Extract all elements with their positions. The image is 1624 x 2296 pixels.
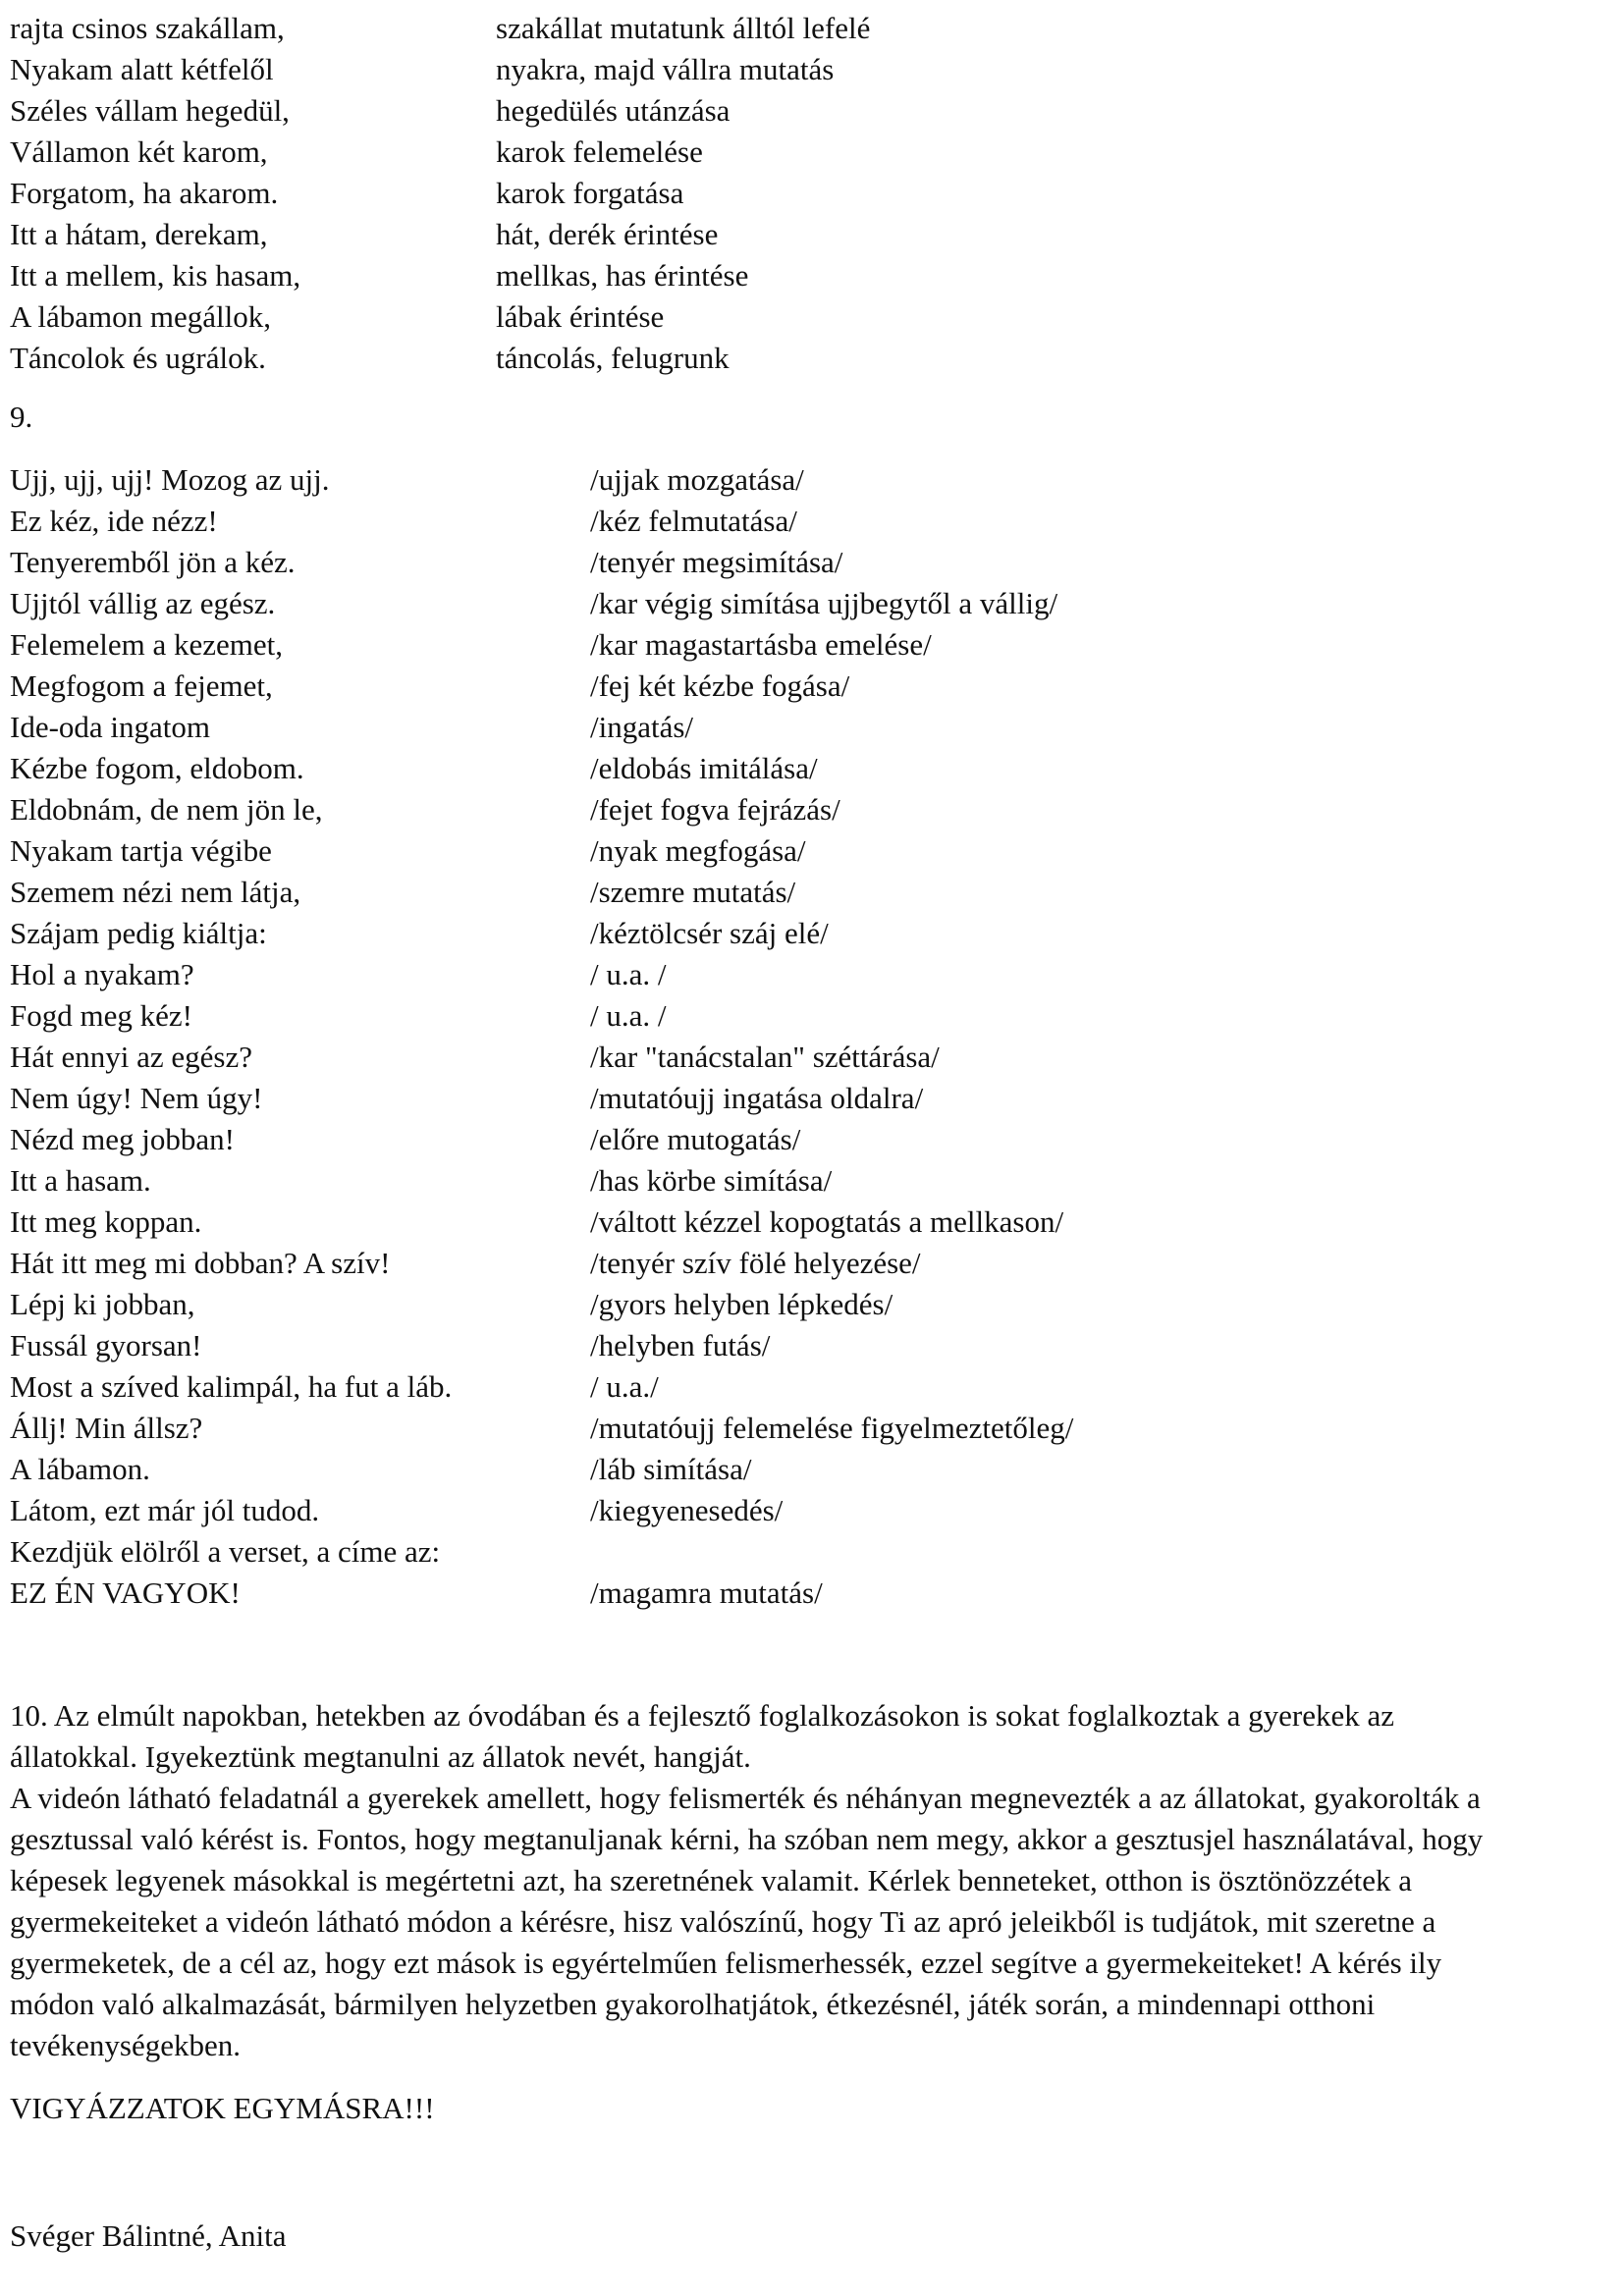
paragraph-intro: 10. Az elmúlt napokban, hetekben az óvodában és a fejlesztő foglalkozásokon is sokat foglalkoztak a gyerekek az állatokkal. Igyekeztünk megtanulni az állatok nevét, hangját. (10, 1698, 1395, 1774)
verse-text: Itt a hasam. (10, 1163, 151, 1198)
movement-instruction: /tenyér megsimítása/ (590, 545, 843, 579)
poem-line (10, 296, 870, 338)
poem-line (10, 90, 870, 132)
movement-instruction: mellkas, has érintése (496, 258, 749, 293)
movement-instruction: /kar végig simítása ujjbegytől a vállig/ (590, 586, 1058, 620)
poem-line (10, 789, 1073, 830)
verse-text: Eldobnám, de nem jön le, (10, 792, 323, 827)
verse-text: Fussál gyorsan! (10, 1328, 202, 1362)
poem-line (10, 1531, 1073, 1573)
verse-text: Itt a hátam, derekam, (10, 217, 268, 251)
verse-text: Táncolok és ugrálok. (10, 341, 266, 375)
verse-text: Nem úgy! Nem úgy! (10, 1081, 263, 1115)
verse-text: Megfogom a fejemet, (10, 668, 273, 703)
verse-text: Itt meg koppan. (10, 1204, 202, 1239)
movement-instruction: /fej két kézbe fogása/ (590, 668, 850, 703)
verse-text: EZ ÉN VAGYOK! (10, 1575, 241, 1610)
verse-text: Ujjtól vállig az egész. (10, 586, 276, 620)
verse-text: Ide-oda ingatom (10, 710, 211, 744)
movement-instruction: /fejet fogva fejrázás/ (590, 792, 840, 827)
section-number: 9. (10, 400, 33, 434)
verse-text: Vállamon két karom, (10, 134, 268, 169)
movement-instruction: nyakra, majd vállra mutatás (496, 52, 835, 86)
verse-text: Széles vállam hegedül, (10, 93, 290, 128)
poem-line (10, 1201, 1073, 1243)
poem-line (10, 707, 1073, 748)
poem-line (10, 1119, 1073, 1160)
verse-text: Tenyeremből jön a kéz. (10, 545, 296, 579)
poem-line (10, 1284, 1073, 1325)
poem-line (10, 132, 870, 173)
movement-instruction: /eldobás imitálása/ (590, 751, 818, 785)
movement-instruction: /kiegyenesedés/ (590, 1493, 784, 1527)
verse-text: Ujj, ujj, ujj! Mozog az ujj. (10, 462, 330, 497)
poem-line (10, 995, 1073, 1037)
signature: Svéger Bálintné, Anita (10, 2218, 287, 2253)
poem-line (10, 1573, 1073, 1614)
poem-line (10, 872, 1073, 913)
verse-text: Most a szíved kalimpál, ha fut a láb. (10, 1369, 453, 1404)
movement-instruction: /előre mutogatás/ (590, 1122, 801, 1156)
poem-line (10, 173, 870, 214)
poem-line (10, 748, 1073, 789)
verse-text: Felemelem a kezemet, (10, 627, 284, 662)
closing-line: VIGYÁZZATOK EGYMÁSRA!!! (10, 2091, 435, 2125)
movement-instruction: / u.a./ (590, 1369, 659, 1404)
poem-line (10, 624, 1073, 666)
poem-line (10, 8, 870, 49)
paragraph-body: A videón látható feladatnál a gyerekek amellett, hogy felismerték és néhányan megnevezték a az állatokat, gyakorolták a gesztussal való kérést is. Fontos, hogy megtanuljanak kérni, ha szóban nem megy, akkor a gesztusjel használatával, hogy képesek legyenek másokkal is megértetni azt, ha szeretnének valamit. Kérlek benneteket, otthon is ösztönözzétek a gyermekeiteket a videón látható módon a kérésre, hisz valószínű, hogy Ti az apró jeleikből is tudjátok, mit szeretne a gyermeketek, de a cél az, hogy ezt mások is egyértelműen felismerhessék, ezzel segítve a gyermekeiteket! A kérés ily módon való alkalmazását, bármilyen helyzetben gyakorolhatjátok, étkezésnél, játék során, a mindennapi otthoni tevékenységekben. (10, 1781, 1484, 2062)
movement-instruction: /ujjak mozgatása/ (590, 462, 804, 497)
verse-text: Nyakam alatt kétfelől (10, 52, 274, 86)
poem-line (10, 1408, 1073, 1449)
verse-text: Kézbe fogom, eldobom. (10, 751, 304, 785)
movement-instruction: hegedülés utánzása (496, 93, 731, 128)
poem-block-continued (10, 8, 870, 379)
poem-line (10, 338, 870, 379)
movement-instruction: karok felemelése (496, 134, 703, 169)
movement-instruction: /gyors helyben lépkedés/ (590, 1287, 893, 1321)
verse-text: A lábamon. (10, 1452, 150, 1486)
poem-line (10, 666, 1073, 707)
movement-instruction: /tenyér szív fölé helyezése/ (590, 1246, 921, 1280)
movement-instruction: szakállat mutatunk álltól lefelé (496, 11, 871, 45)
verse-text: Hát itt meg mi dobban? A szív! (10, 1246, 391, 1280)
poem-line (10, 830, 1073, 872)
movement-instruction: hát, derék érintése (496, 217, 719, 251)
movement-instruction: /kéztölcsér száj elé/ (590, 916, 829, 950)
movement-instruction: lábak érintése (496, 299, 665, 334)
poem-line (10, 542, 1073, 583)
poem-line (10, 954, 1073, 995)
section-10-text (10, 1695, 1522, 2066)
poem-line (10, 214, 870, 255)
verse-text: Szemem nézi nem látja, (10, 875, 301, 909)
poem-line (10, 913, 1073, 954)
poem-line (10, 501, 1073, 542)
verse-text: Kezdjük elölről a verset, a címe az: (10, 1534, 441, 1569)
verse-text: rajta csinos szakállam, (10, 11, 285, 45)
verse-text: Nyakam tartja végibe (10, 833, 272, 868)
movement-instruction: /has körbe simítása/ (590, 1163, 833, 1198)
poem-line (10, 1243, 1073, 1284)
movement-instruction: /ingatás/ (590, 710, 694, 744)
movement-instruction: /nyak megfogása/ (590, 833, 806, 868)
verse-text: Ez kéz, ide nézz! (10, 504, 218, 538)
poem-line (10, 583, 1073, 624)
poem-line (10, 1490, 1073, 1531)
movement-instruction: / u.a. / (590, 957, 667, 991)
verse-text: Nézd meg jobban! (10, 1122, 235, 1156)
verse-text: Állj! Min állsz? (10, 1411, 203, 1445)
movement-instruction: /szemre mutatás/ (590, 875, 796, 909)
movement-instruction: /kar "tanácstalan" széttárása/ (590, 1040, 940, 1074)
verse-text: Itt a mellem, kis hasam, (10, 258, 301, 293)
poem-line (10, 1160, 1073, 1201)
movement-instruction: /helyben futás/ (590, 1328, 771, 1362)
verse-text: Hol a nyakam? (10, 957, 194, 991)
verse-text: Látom, ezt már jól tudod. (10, 1493, 320, 1527)
poem-line (10, 49, 870, 90)
verse-text: Fogd meg kéz! (10, 998, 192, 1033)
verse-text: A lábamon megállok, (10, 299, 272, 334)
verse-text: Hát ennyi az egész? (10, 1040, 253, 1074)
poem-line (10, 255, 870, 296)
poem-line (10, 1325, 1073, 1366)
movement-instruction: /mutatóujj ingatása oldalra/ (590, 1081, 924, 1115)
movement-instruction: /kar magastartásba emelése/ (590, 627, 932, 662)
movement-instruction: /magamra mutatás/ (590, 1575, 823, 1610)
verse-text: Forgatom, ha akarom. (10, 176, 279, 210)
poem-line (10, 1078, 1073, 1119)
verse-text: Lépj ki jobban, (10, 1287, 195, 1321)
poem-line (10, 459, 1073, 501)
movement-instruction: karok forgatása (496, 176, 684, 210)
movement-instruction: /váltott kézzel kopogtatás a mellkason/ (590, 1204, 1064, 1239)
movement-instruction: / u.a. / (590, 998, 667, 1033)
poem-line (10, 1366, 1073, 1408)
poem-line (10, 1449, 1073, 1490)
verse-text: Szájam pedig kiáltja: (10, 916, 267, 950)
movement-instruction: /kéz felmutatása/ (590, 504, 797, 538)
movement-instruction: /mutatóujj felemelése figyelmeztetőleg/ (590, 1411, 1074, 1445)
movement-instruction: táncolás, felugrunk (496, 341, 730, 375)
movement-instruction: /láb simítása/ (590, 1452, 752, 1486)
poem-block-ez-en-vagyok (10, 459, 1073, 1614)
poem-line (10, 1037, 1073, 1078)
